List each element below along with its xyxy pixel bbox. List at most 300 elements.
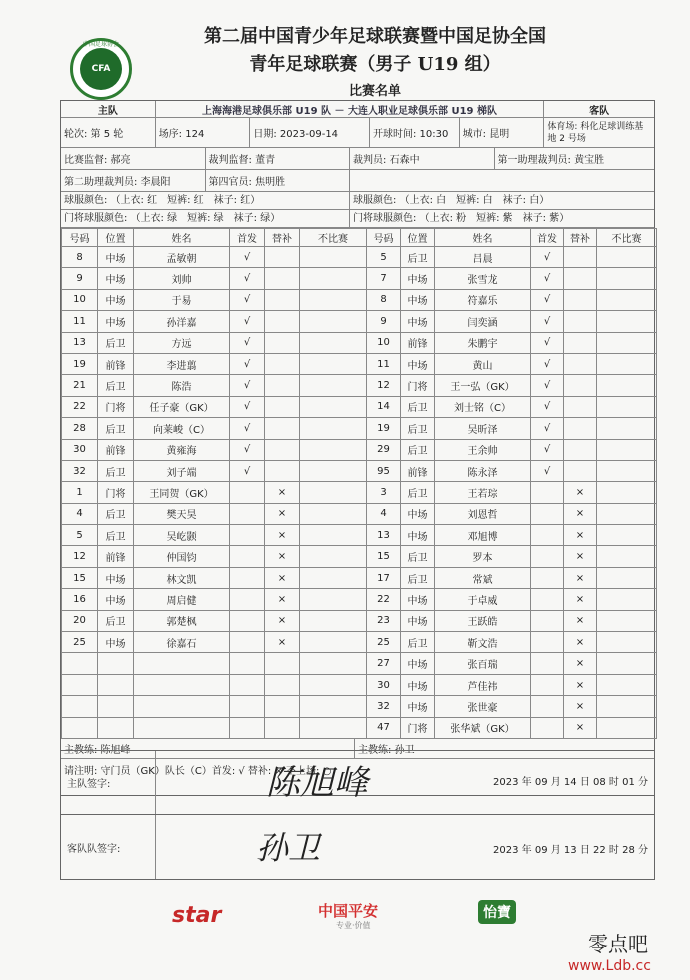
kickoff-time: 开球时间: 10:30: [370, 118, 460, 147]
player-name: 于易: [134, 289, 230, 310]
player-number: 5: [367, 247, 401, 268]
home-signature: 陈旭峰: [266, 763, 368, 803]
column-header-row: [62, 229, 367, 247]
starter-mark: [230, 546, 265, 567]
home-kit-colors: 球服颜色: （上衣: 红 短裤: 红 袜子: 红）: [61, 192, 349, 210]
player-number: 8: [62, 247, 98, 268]
table-row: [367, 289, 657, 310]
watermark-cn: 零点吧: [588, 932, 648, 956]
not-playing-mark: [597, 546, 657, 567]
player-number: 1: [62, 482, 98, 503]
referee-supervisor: 裁判监督: 董青: [206, 148, 351, 169]
player-position: 后卫: [98, 375, 134, 396]
player-number: 19: [62, 353, 98, 374]
home-players-table: [61, 228, 367, 739]
column-header: 号码: [367, 229, 401, 247]
starter-mark: √: [230, 311, 265, 332]
player-number: 13: [367, 525, 401, 546]
table-row: [367, 460, 657, 481]
player-name: 靳文浩: [435, 632, 531, 653]
table-row: [62, 396, 367, 417]
starter-mark: √: [230, 247, 265, 268]
title-line-1: 第二届中国青少年足球联赛暨中国足协全国: [204, 26, 546, 47]
player-number: 11: [367, 353, 401, 374]
player-number: 95: [367, 460, 401, 481]
not-playing-mark: [597, 439, 657, 460]
player-position: 中场: [401, 503, 435, 524]
table-row: [62, 418, 367, 439]
away-coach: 主教练: 孙卫: [358, 744, 415, 756]
player-number: [62, 696, 98, 717]
player-name: 张华斌（GK）: [435, 717, 531, 738]
substitute-mark: ×: [265, 567, 300, 588]
starter-mark: √: [531, 418, 564, 439]
player-number: 21: [62, 375, 98, 396]
starter-mark: [531, 696, 564, 717]
table-row: [367, 589, 657, 610]
pingan-tagline: 专业·价值: [336, 921, 371, 930]
substitute-mark: ×: [265, 589, 300, 610]
starter-mark: [230, 717, 265, 738]
player-position: 后卫: [401, 247, 435, 268]
starter-mark: [531, 653, 564, 674]
player-name: 吕晨: [435, 247, 531, 268]
starter-mark: [230, 589, 265, 610]
player-number: [62, 674, 98, 695]
player-position: 中场: [98, 247, 134, 268]
not-playing-mark: [597, 589, 657, 610]
starter-mark: [531, 717, 564, 738]
player-name: 刘恩哲: [435, 503, 531, 524]
table-row: [367, 311, 657, 332]
substitute-mark: ×: [564, 717, 597, 738]
away-signature: 孙卫: [256, 829, 321, 867]
player-position: [98, 696, 134, 717]
player-number: 4: [62, 503, 98, 524]
starter-mark: [230, 482, 265, 503]
player-number: 16: [62, 589, 98, 610]
home-player-list: [61, 228, 366, 739]
player-position: 后卫: [401, 546, 435, 567]
table-row: [367, 610, 657, 631]
table-row: [62, 525, 367, 546]
starter-mark: [230, 653, 265, 674]
match-teams: 上海海港足球俱乐部 U19 队 － 大连人职业足球俱乐部 U19 梯队: [156, 101, 545, 117]
table-row: [367, 396, 657, 417]
starter-mark: [531, 674, 564, 695]
fourth-official: 第四官员: 焦明胜: [206, 170, 351, 191]
player-position: 中场: [401, 311, 435, 332]
starter-mark: [531, 503, 564, 524]
substitute-mark: [265, 289, 300, 310]
officials-row-1: [61, 148, 654, 170]
not-playing-mark: [300, 353, 367, 374]
away-kit-colors: 球服颜色: （上衣: 白 短裤: 白 袜子: 白）: [350, 192, 654, 210]
table-row: [367, 546, 657, 567]
table-row: [367, 674, 657, 695]
table-row: [367, 418, 657, 439]
player-position: [98, 717, 134, 738]
not-playing-mark: [300, 696, 367, 717]
away-team-label: 客队: [589, 105, 610, 117]
starter-mark: √: [230, 353, 265, 374]
player-number: 14: [367, 396, 401, 417]
not-playing-mark: [597, 567, 657, 588]
starter-mark: √: [230, 418, 265, 439]
player-number: 4: [367, 503, 401, 524]
player-number: 32: [367, 696, 401, 717]
starter-mark: [230, 674, 265, 695]
substitute-mark: ×: [564, 610, 597, 631]
player-number: 13: [62, 332, 98, 353]
away-signature-box: [60, 815, 655, 880]
starter-mark: [230, 503, 265, 524]
starter-mark: [230, 610, 265, 631]
not-playing-mark: [597, 525, 657, 546]
player-position: 后卫: [98, 525, 134, 546]
assistant-referee-2: 第二助理裁判员: 李晨阳: [61, 170, 206, 191]
starter-mark: [230, 632, 265, 653]
player-position: 门将: [98, 482, 134, 503]
player-position: 中场: [98, 289, 134, 310]
player-number: 15: [62, 567, 98, 588]
substitute-mark: ×: [265, 525, 300, 546]
player-position: 中场: [401, 353, 435, 374]
not-playing-mark: [597, 460, 657, 481]
column-header: 不比赛: [597, 229, 657, 247]
player-name: 罗本: [435, 546, 531, 567]
match-supervisor: 比赛监督: 郝亮: [61, 148, 206, 169]
not-playing-mark: [300, 289, 367, 310]
header-row-info: [61, 118, 654, 148]
legend-note: 请注明: 守门员（GK）队长（C）首发: √ 替补: × 不上场: ○: [64, 765, 332, 777]
table-row: [62, 653, 367, 674]
starter-mark: √: [531, 311, 564, 332]
player-name: 吴昕泽: [435, 418, 531, 439]
yibao-sponsor-logo: 怡寶: [478, 900, 516, 924]
not-playing-mark: [300, 311, 367, 332]
starter-mark: √: [230, 396, 265, 417]
substitute-mark: [265, 375, 300, 396]
starter-mark: √: [230, 268, 265, 289]
player-number: 9: [367, 311, 401, 332]
column-header: 姓名: [134, 229, 230, 247]
player-number: 25: [62, 632, 98, 653]
player-name: 孙洋嘉: [134, 311, 230, 332]
column-header: 不比赛: [300, 229, 367, 247]
player-position: 前锋: [98, 546, 134, 567]
substitute-mark: ×: [564, 589, 597, 610]
player-name: 张雪龙: [435, 268, 531, 289]
player-name: 周启健: [134, 589, 230, 610]
substitute-mark: [265, 717, 300, 738]
referee: 裁判员: 石森中: [350, 148, 495, 169]
substitute-mark: ×: [265, 632, 300, 653]
player-position: 中场: [98, 311, 134, 332]
player-name: 樊天昊: [134, 503, 230, 524]
player-name: 仲国钧: [134, 546, 230, 567]
not-playing-mark: [300, 717, 367, 738]
substitute-mark: [564, 396, 597, 417]
column-header: 替补: [564, 229, 597, 247]
substitute-mark: [265, 247, 300, 268]
starter-mark: √: [531, 353, 564, 374]
match-sheet: [60, 100, 655, 796]
player-position: 后卫: [401, 567, 435, 588]
substitute-mark: ×: [265, 610, 300, 631]
starter-mark: [531, 589, 564, 610]
starter-mark: √: [531, 332, 564, 353]
table-row: [367, 567, 657, 588]
not-playing-mark: [597, 418, 657, 439]
not-playing-mark: [597, 482, 657, 503]
player-position: 前锋: [401, 332, 435, 353]
substitute-mark: [265, 460, 300, 481]
player-position: 后卫: [98, 418, 134, 439]
player-position: 中场: [401, 289, 435, 310]
table-row: [62, 353, 367, 374]
player-number: 9: [62, 268, 98, 289]
table-row: [62, 439, 367, 460]
starter-mark: √: [531, 439, 564, 460]
substitute-mark: ×: [564, 674, 597, 695]
player-position: 后卫: [98, 332, 134, 353]
player-number: 12: [62, 546, 98, 567]
home-coach: 主教练: 陈旭峰: [61, 739, 355, 758]
not-playing-mark: [300, 268, 367, 289]
not-playing-mark: [597, 353, 657, 374]
not-playing-mark: [597, 503, 657, 524]
player-number: 10: [367, 332, 401, 353]
player-position: 后卫: [401, 632, 435, 653]
player-name: 邓旭博: [435, 525, 531, 546]
player-position: 中场: [98, 589, 134, 610]
table-row: [367, 482, 657, 503]
substitute-mark: [564, 353, 597, 374]
player-number: 15: [367, 546, 401, 567]
substitute-mark: ×: [564, 525, 597, 546]
match-number: 场序: 124: [156, 118, 251, 147]
player-name: 孟敏朝: [134, 247, 230, 268]
logo-badge: CFA: [80, 48, 122, 90]
not-playing-mark: [300, 525, 367, 546]
player-number: 30: [367, 674, 401, 695]
substitute-mark: ×: [564, 653, 597, 674]
player-number: 30: [62, 439, 98, 460]
not-playing-mark: [300, 418, 367, 439]
player-name: [134, 674, 230, 695]
table-row: [62, 268, 367, 289]
starter-mark: [230, 567, 265, 588]
player-number: 25: [367, 632, 401, 653]
player-position: 后卫: [401, 439, 435, 460]
table-row: [367, 696, 657, 717]
substitute-mark: ×: [564, 482, 597, 503]
starter-mark: √: [230, 439, 265, 460]
not-playing-mark: [300, 332, 367, 353]
player-position: [98, 653, 134, 674]
substitute-mark: [265, 396, 300, 417]
table-row: [62, 460, 367, 481]
not-playing-mark: [300, 567, 367, 588]
player-position: 前锋: [401, 460, 435, 481]
not-playing-mark: [597, 289, 657, 310]
not-playing-mark: [300, 589, 367, 610]
player-position: 后卫: [98, 460, 134, 481]
table-row: [367, 525, 657, 546]
column-header-row: [367, 229, 657, 247]
player-name: 王跃皓: [435, 610, 531, 631]
player-position: 后卫: [401, 418, 435, 439]
column-header: 号码: [62, 229, 98, 247]
player-position: 后卫: [98, 610, 134, 631]
player-name: 张世豪: [435, 696, 531, 717]
player-position: [98, 674, 134, 695]
substitute-mark: ×: [265, 503, 300, 524]
starter-mark: √: [531, 247, 564, 268]
starter-mark: [531, 525, 564, 546]
player-number: 23: [367, 610, 401, 631]
player-position: 前锋: [98, 353, 134, 374]
not-playing-mark: [597, 311, 657, 332]
starter-mark: [230, 525, 265, 546]
table-row: [367, 439, 657, 460]
column-header: 替补: [265, 229, 300, 247]
table-row: [62, 696, 367, 717]
player-name: 吴屹颢: [134, 525, 230, 546]
not-playing-mark: [597, 610, 657, 631]
table-row: [62, 589, 367, 610]
starter-mark: √: [230, 460, 265, 481]
player-name: 芦佳祎: [435, 674, 531, 695]
starter-mark: √: [531, 375, 564, 396]
table-row: [367, 503, 657, 524]
player-number: 7: [367, 268, 401, 289]
table-row: [367, 247, 657, 268]
player-position: 中场: [401, 674, 435, 695]
player-position: 中场: [401, 268, 435, 289]
player-number: 22: [62, 396, 98, 417]
player-position: 中场: [98, 632, 134, 653]
table-row: [62, 610, 367, 631]
table-row: [62, 717, 367, 738]
player-name: 朱鹏宇: [435, 332, 531, 353]
player-position: 门将: [401, 717, 435, 738]
header-row-teams: [61, 101, 654, 118]
column-header: 首发: [531, 229, 564, 247]
away-player-list: [366, 228, 656, 739]
player-name: 方远: [134, 332, 230, 353]
kits-row: [61, 192, 654, 228]
column-header: 首发: [230, 229, 265, 247]
starter-mark: [531, 567, 564, 588]
player-number: 19: [367, 418, 401, 439]
substitute-mark: ×: [564, 546, 597, 567]
table-row: [367, 717, 657, 738]
starter-mark: √: [531, 460, 564, 481]
player-position: 中场: [401, 610, 435, 631]
not-playing-mark: [300, 460, 367, 481]
player-position: 后卫: [98, 503, 134, 524]
player-number: 27: [367, 653, 401, 674]
player-name: [134, 653, 230, 674]
table-row: [62, 247, 367, 268]
table-row: [367, 632, 657, 653]
away-players-table: [366, 228, 657, 739]
table-row: [62, 375, 367, 396]
player-name: 任子豪（GK）: [134, 396, 230, 417]
away-signature-label: 客队队签字:: [61, 815, 156, 879]
player-number: 20: [62, 610, 98, 631]
player-number: 11: [62, 311, 98, 332]
table-row: [367, 332, 657, 353]
player-name: 刘士铭（C）: [435, 396, 531, 417]
substitute-mark: ×: [564, 696, 597, 717]
not-playing-mark: [597, 268, 657, 289]
table-row: [367, 375, 657, 396]
substitute-mark: [265, 268, 300, 289]
player-number: 17: [367, 567, 401, 588]
player-name: 王若琮: [435, 482, 531, 503]
player-number: 8: [367, 289, 401, 310]
not-playing-mark: [300, 375, 367, 396]
substitute-mark: [265, 332, 300, 353]
player-position: 门将: [401, 375, 435, 396]
player-name: 刘子端: [134, 460, 230, 481]
player-position: 中场: [401, 653, 435, 674]
starter-mark: [531, 632, 564, 653]
substitute-mark: [564, 289, 597, 310]
player-name: 陈永泽: [435, 460, 531, 481]
not-playing-mark: [597, 375, 657, 396]
home-gk-kit-colors: 门将球服颜色: （上衣: 绿 短裤: 绿 袜子: 绿）: [64, 213, 281, 224]
round-info: 轮次: 第 5 轮: [61, 118, 156, 147]
starter-mark: √: [230, 375, 265, 396]
player-lists: [61, 228, 654, 739]
not-playing-mark: [597, 674, 657, 695]
substitute-mark: ×: [564, 567, 597, 588]
substitute-mark: [265, 674, 300, 695]
pingan-sponsor-logo: 中国平安: [318, 902, 379, 920]
assistant-referee-1: 第一助理裁判员: 黄宝胜: [497, 155, 605, 166]
table-row: [62, 632, 367, 653]
player-name: 王一弘（GK）: [435, 375, 531, 396]
not-playing-mark: [300, 439, 367, 460]
substitute-mark: [564, 439, 597, 460]
player-number: [62, 717, 98, 738]
starter-mark: [230, 696, 265, 717]
star-sponsor-logo: star: [172, 903, 222, 928]
player-position: 门将: [98, 396, 134, 417]
column-header: 位置: [98, 229, 134, 247]
substitute-mark: [265, 311, 300, 332]
not-playing-mark: [300, 546, 367, 567]
player-name: 向莱峻（C）: [134, 418, 230, 439]
away-sign-time: 2023 年 09 月 13 日 22 时 28 分: [493, 845, 648, 856]
player-name: [134, 717, 230, 738]
player-number: 29: [367, 439, 401, 460]
starter-mark: [531, 482, 564, 503]
table-row: [62, 503, 367, 524]
player-position: 前锋: [98, 439, 134, 460]
substitute-mark: [265, 439, 300, 460]
player-name: 黄雍海: [134, 439, 230, 460]
player-name: 王同贺（GK）: [134, 482, 230, 503]
starter-mark: √: [531, 268, 564, 289]
player-number: 22: [367, 589, 401, 610]
table-row: [62, 546, 367, 567]
substitute-mark: [265, 696, 300, 717]
